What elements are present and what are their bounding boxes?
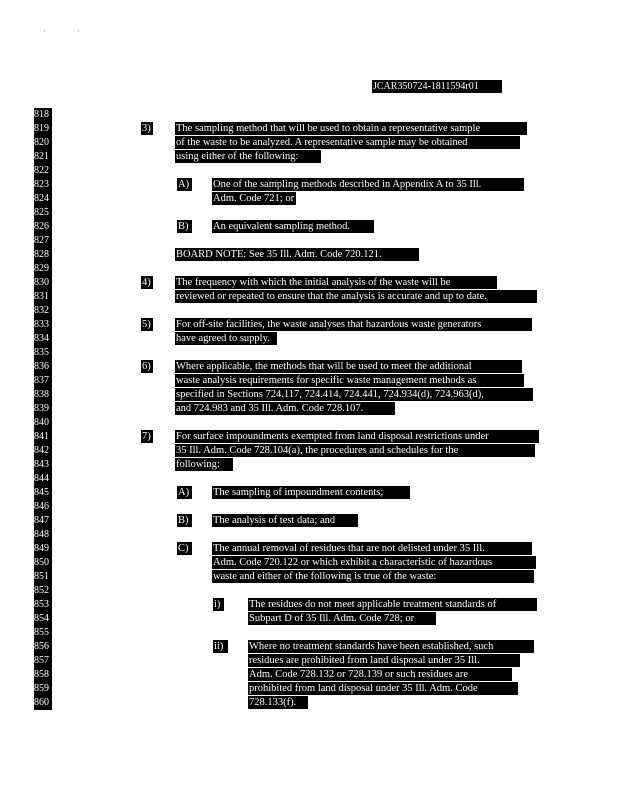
line-number: 847 [34,515,49,526]
item-6-label: 6) [141,360,153,373]
item-6-text-line: and 724.983 and 35 Ill. Adm. Code 728.107. [175,402,395,415]
item-6-text-line: specified in Sections 724.117, 724.414, 724.441, 724.934(d), 724.963(d), [175,388,533,401]
line-number: 856 [34,641,49,652]
line-number: 855 [34,627,49,638]
line-number: 837 [34,375,49,386]
line-number: 843 [34,459,49,470]
item-7b-label: B) [177,514,192,527]
line-number: 852 [34,585,49,596]
item-7c-text-line: waste and either of the following is true of the waste: [212,570,534,583]
item-7c-i-label: i) [213,598,224,611]
item-3b-label: B) [177,220,192,233]
item-5-text-line: For off-site facilities, the waste analyses that hazardous waste generators [175,318,532,331]
line-number: 838 [34,389,49,400]
line-number: 828 [34,249,49,260]
item-7-text-line: following: [175,458,233,471]
item-5-text-line: have agreed to supply. [175,332,277,345]
item-3a-text-line: Adm. Code 721; or [213,193,295,204]
item-3-text-line: of the waste to be analyzed. A representative sample may be obtained [175,136,520,149]
item-3-label: 3) [141,122,153,135]
item-7c-i-text-line: The residues do not meet applicable treatment standards of [248,598,537,611]
line-number: 831 [34,291,49,302]
item-7-label: 7) [141,430,153,443]
line-number: 859 [34,683,49,694]
line-number: 836 [34,361,49,372]
line-number: 851 [34,571,49,582]
line-number: 849 [34,543,49,554]
line-number: 833 [34,319,49,330]
line-number: 846 [34,501,49,512]
item-7c-ii-text-line: Adm. Code 728.132 or 728.139 or such residues are [248,668,512,681]
item-7-text-line: 35 Ill. Adm. Code 728.104(a), the procedures and schedules for the [175,444,535,457]
line-number: 818 [34,109,49,120]
document-code: JCAR350724-1811594r01 [372,80,502,93]
board-note: BOARD NOTE: See 35 Ill. Adm. Code 720.121. [175,248,419,261]
line-number: 857 [34,655,49,666]
item-5-label: 5) [141,318,153,331]
item-7c-label: C) [177,542,192,555]
line-number: 830 [34,277,49,288]
line-number: 854 [34,613,49,624]
scan-mark: ' [44,30,46,36]
line-number: 841 [34,431,49,442]
line-number: 839 [34,403,49,414]
item-7c-ii-text-line: prohibited from land disposal under 35 Ill. Adm. Code [248,682,518,695]
line-number: 844 [34,473,49,484]
line-number: 840 [34,417,49,428]
item-6-text-line: Where applicable, the methods that will be used to meet the additional [175,360,522,373]
line-number: 823 [34,179,49,190]
line-number: 845 [34,487,49,498]
item-7-text-line: For surface impoundments exempted from land disposal restrictions under [175,430,539,443]
line-number: 853 [34,599,49,610]
item-3a-label: A) [177,178,192,191]
line-number: 860 [34,697,49,708]
line-number: 832 [34,305,49,316]
line-number: 819 [34,123,49,134]
scan-mark: ' [78,30,80,36]
line-number: 850 [34,557,49,568]
item-6-text-line: waste analysis requirements for specific waste management methods as [175,374,524,387]
item-7a-text-line: The sampling of impoundment contents; [212,486,410,499]
item-4-text-line: The frequency with which the initial analysis of the waste will be [175,276,497,289]
item-7c-text-line: The annual removal of residues that are not delisted under 35 Ill. [212,542,532,555]
line-number: 821 [34,151,49,162]
item-3-text-line: using either of the following: [175,150,321,163]
line-number: 835 [34,347,49,358]
line-number: 829 [34,263,49,274]
item-7c-i-text-line: Subpart D of 35 Ill. Adm. Code 728; or [248,612,436,625]
item-3a-text-line: One of the sampling methods described in Appendix A to 35 Ill. [212,178,524,191]
line-number: 825 [34,207,49,218]
item-3b-text-line: An equivalent sampling method. [212,220,374,233]
line-number: 822 [34,165,49,176]
item-7c-ii-label: ii) [213,640,228,653]
line-number: 827 [34,235,49,246]
line-number: 842 [34,445,49,456]
item-7c-ii-text-line: 728.133(f). [248,696,308,709]
line-number-column [34,108,52,710]
line-number: 834 [34,333,49,344]
line-number: 826 [34,221,49,232]
item-7a-label: A) [177,486,192,499]
item-7b-text-line: The analysis of test data; and [212,514,358,527]
line-number: 858 [34,669,49,680]
item-4-text-line: reviewed or repeated to ensure that the analysis is accurate and up to date. [175,290,537,303]
item-7c-text-line: Adm. Code 720.122 or which exhibit a characteristic of hazardous [212,556,536,569]
item-7c-ii-text-line: residues are prohibited from land disposal under 35 Ill. [248,654,520,667]
line-number: 848 [34,529,49,540]
line-number: 824 [34,193,49,204]
line-number: 820 [34,137,49,148]
item-3-text-line: The sampling method that will be used to obtain a representative sample [175,122,527,135]
item-7c-ii-text-line: Where no treatment standards have been established, such [248,640,534,653]
item-4-label: 4) [141,276,153,289]
